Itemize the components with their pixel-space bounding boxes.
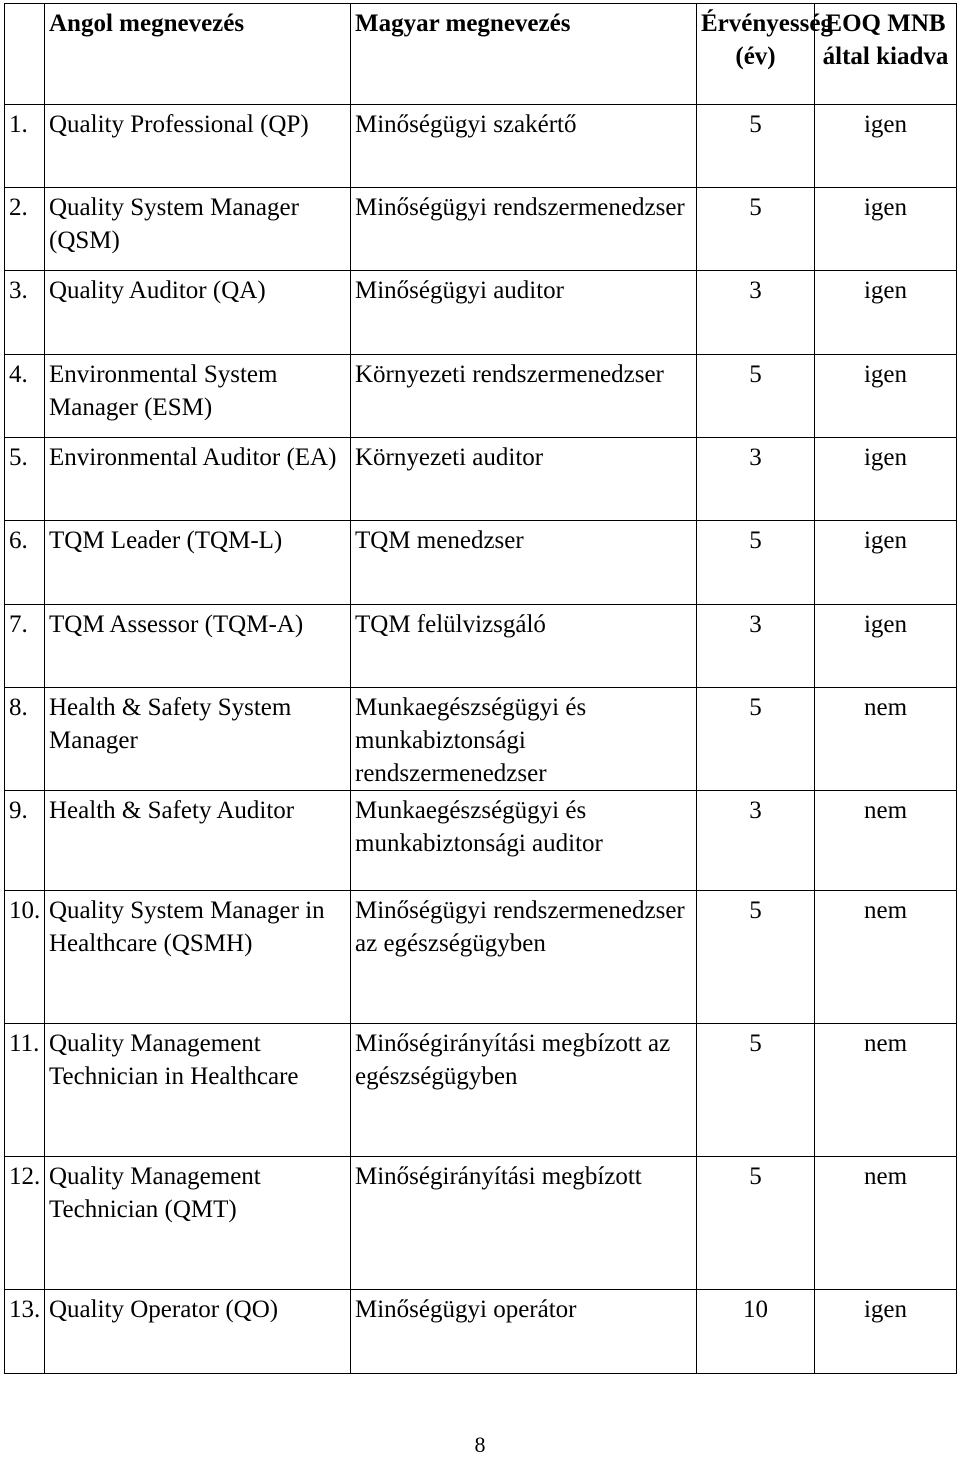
validity-years: 5 (697, 1157, 815, 1290)
hungarian-name: Minőségügyi operátor (351, 1290, 697, 1374)
hungarian-name: Minőségügyi auditor (351, 271, 697, 355)
eoq-issued: igen (815, 105, 957, 188)
validity-years: 5 (697, 1024, 815, 1157)
eoq-issued: igen (815, 355, 957, 438)
eoq-issued: igen (815, 188, 957, 271)
validity-years: 3 (697, 605, 815, 688)
english-name: Quality Professional (QP) (45, 105, 351, 188)
eoq-issued: nem (815, 688, 957, 791)
table-row (5, 1290, 957, 1374)
hungarian-name: Minőségügyi rendszermenedzser az egészségügyben (351, 891, 697, 1024)
table-row (5, 1024, 957, 1157)
table-row (5, 188, 957, 271)
table-row (5, 1157, 957, 1290)
table-row (5, 891, 957, 1024)
hungarian-name: Munkaegészségügyi és munkabiztonsági auditor (351, 791, 697, 891)
row-number: 2. (5, 188, 45, 271)
table-row (5, 521, 957, 605)
english-name: TQM Assessor (TQM-A) (45, 605, 351, 688)
eoq-issued: igen (815, 438, 957, 521)
validity-years: 10 (697, 1290, 815, 1374)
hungarian-name: Minőségirányítási megbízott az egészségügyben (351, 1024, 697, 1157)
validity-years: 5 (697, 188, 815, 271)
hungarian-name: Minőségirányítási megbízott (351, 1157, 697, 1290)
row-number: 6. (5, 521, 45, 605)
table-row (5, 105, 957, 188)
row-number: 5. (5, 438, 45, 521)
english-name: Quality System Manager in Healthcare (QSMH) (45, 891, 351, 1024)
row-number: 10. (5, 891, 45, 1024)
row-number: 7. (5, 605, 45, 688)
hungarian-name: TQM menedzser (351, 521, 697, 605)
validity-years: 3 (697, 438, 815, 521)
english-name: Quality Operator (QO) (45, 1290, 351, 1374)
table-row (5, 438, 957, 521)
header-hungarian-name: Magyar megnevezés (351, 4, 697, 105)
eoq-issued: igen (815, 521, 957, 605)
header-row (5, 4, 957, 105)
english-name: Quality Auditor (QA) (45, 271, 351, 355)
validity-years: 5 (697, 891, 815, 1024)
table-row (5, 688, 957, 791)
header-english-name: Angol megnevezés (45, 4, 351, 105)
hungarian-name: Munkaegészségügyi és munkabiztonsági rendszermenedzser (351, 688, 697, 791)
eoq-issued: igen (815, 605, 957, 688)
row-number: 12. (5, 1157, 45, 1290)
validity-years: 3 (697, 791, 815, 891)
table-row (5, 791, 957, 891)
validity-years: 5 (697, 521, 815, 605)
table-row (5, 355, 957, 438)
english-name: Environmental Auditor (EA) (45, 438, 351, 521)
hungarian-name: Környezeti rendszermenedzser (351, 355, 697, 438)
page-number: 8 (474, 1432, 486, 1457)
hungarian-name: Minőségügyi rendszermenedzser (351, 188, 697, 271)
eoq-issued: nem (815, 891, 957, 1024)
validity-years: 5 (697, 688, 815, 791)
header-number (5, 4, 45, 105)
row-number: 13. (5, 1290, 45, 1374)
english-name: TQM Leader (TQM-L) (45, 521, 351, 605)
header-eoq-issued: EOQ MNB által kiadva (815, 4, 957, 105)
eoq-issued: nem (815, 791, 957, 891)
english-name: Quality System Manager (QSM) (45, 188, 351, 271)
english-name: Health & Safety System Manager (45, 688, 351, 791)
header-validity-years: Érvényesség (év) (697, 4, 815, 105)
certification-table (4, 3, 957, 1374)
row-number: 11. (5, 1024, 45, 1157)
row-number: 4. (5, 355, 45, 438)
validity-years: 3 (697, 271, 815, 355)
english-name: Quality Management Technician (QMT) (45, 1157, 351, 1290)
eoq-issued: igen (815, 271, 957, 355)
hungarian-name: Környezeti auditor (351, 438, 697, 521)
eoq-issued: nem (815, 1024, 957, 1157)
row-number: 8. (5, 688, 45, 791)
row-number: 3. (5, 271, 45, 355)
eoq-issued: igen (815, 1290, 957, 1374)
table-row (5, 605, 957, 688)
hungarian-name: TQM felülvizsgáló (351, 605, 697, 688)
row-number: 9. (5, 791, 45, 891)
english-name: Environmental System Manager (ESM) (45, 355, 351, 438)
validity-years: 5 (697, 355, 815, 438)
validity-years: 5 (697, 105, 815, 188)
english-name: Health & Safety Auditor (45, 791, 351, 891)
table-row (5, 271, 957, 355)
english-name: Quality Management Technician in Healthcare (45, 1024, 351, 1157)
hungarian-name: Minőségügyi szakértő (351, 105, 697, 188)
row-number: 1. (5, 105, 45, 188)
eoq-issued: nem (815, 1157, 957, 1290)
